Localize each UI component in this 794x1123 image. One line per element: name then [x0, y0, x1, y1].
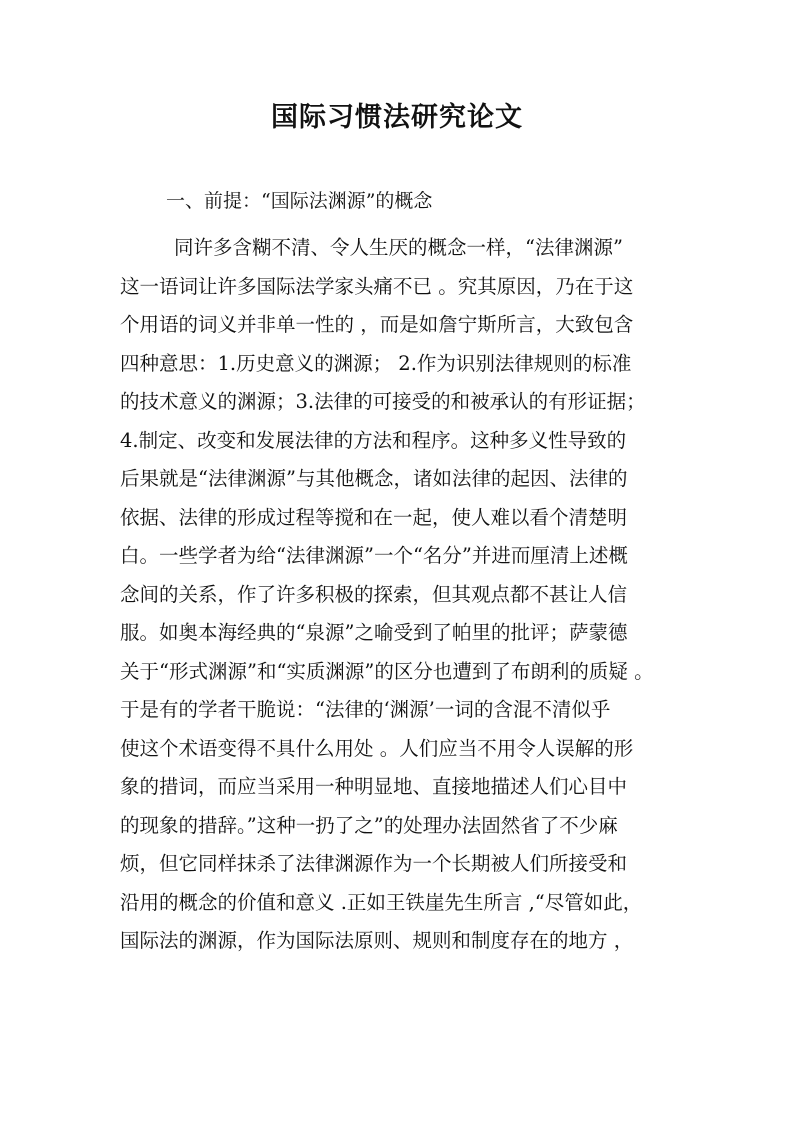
- paragraph-line: 服。如奥本海经典的“泉源”之喻受到了帕里的批评；萨蒙德: [120, 621, 628, 644]
- paragraph-line: 四种意思：1.历史意义的渊源； 2.作为识别法律规则的标准: [120, 351, 632, 375]
- body-paragraph: [120, 229, 680, 961]
- section-heading: 一、前提：“国际法渊源”的概念: [166, 190, 433, 212]
- paragraph-line: 这一语词让许多国际法学家头痛不已 。究其原因，乃在于这: [120, 274, 634, 298]
- paragraph-line: 依据、法律的形成过程等搅和在一起，使人难以看个清楚明: [120, 505, 628, 529]
- paragraph-line: 的现象的措辞。”这种一扔了之”的处理办法固然省了不少麻: [120, 813, 618, 837]
- paragraph-line: 烦，但它同样抹杀了法律渊源作为一个长期被人们所接受和: [120, 852, 628, 875]
- paragraph-line: 白。一些学者为给“法律渊源”一个“名分”并进而厘清上述概: [120, 544, 628, 567]
- paragraph-line: 同许多含糊不清、令人生厌的概念一样，“法律渊源”: [174, 236, 623, 259]
- paragraph-line: 于是有的学者干脆说：“法律的‘渊源’一词的含混不清似乎: [120, 698, 611, 721]
- paragraph-line: 象的措词，而应当采用一种明显地、直接地描述人们心目中: [120, 775, 628, 798]
- paragraph-line: 念间的关系，作了许多积极的探索，但其观点都不甚让人信: [120, 582, 628, 606]
- paragraph-line: 使这个术语变得不具什么用处 。人们应当不用令人误解的形: [120, 736, 634, 760]
- paragraph-line: 后果就是“法律渊源”与其他概念，诸如法律的起因、法律的: [120, 467, 628, 490]
- paragraph-line: 国际法的渊源，作为国际法原则、规则和制度存在的地方 ，: [120, 929, 634, 952]
- document-title: 国际习惯法研究论文: [271, 102, 523, 133]
- paragraph-line: 关于“形式渊源”和“实质渊源”的区分也遭到了布朗利的质疑 。: [120, 659, 654, 683]
- paragraph-line: 沿用的概念的价值和意义 .正如王铁崖先生所言 ,“尽管如此，: [120, 890, 643, 914]
- paragraph-line: 4.制定、改变和发展法律的方法和程序。这种多义性导致的: [120, 428, 627, 452]
- paragraph-line: 个用语的词义并非单一性的 ，而是如詹宁斯所言，大致包含: [120, 313, 634, 336]
- paragraph-line: 的技术意义的渊源；3.法律的可接受的和被承认的有形证据；: [120, 390, 646, 413]
